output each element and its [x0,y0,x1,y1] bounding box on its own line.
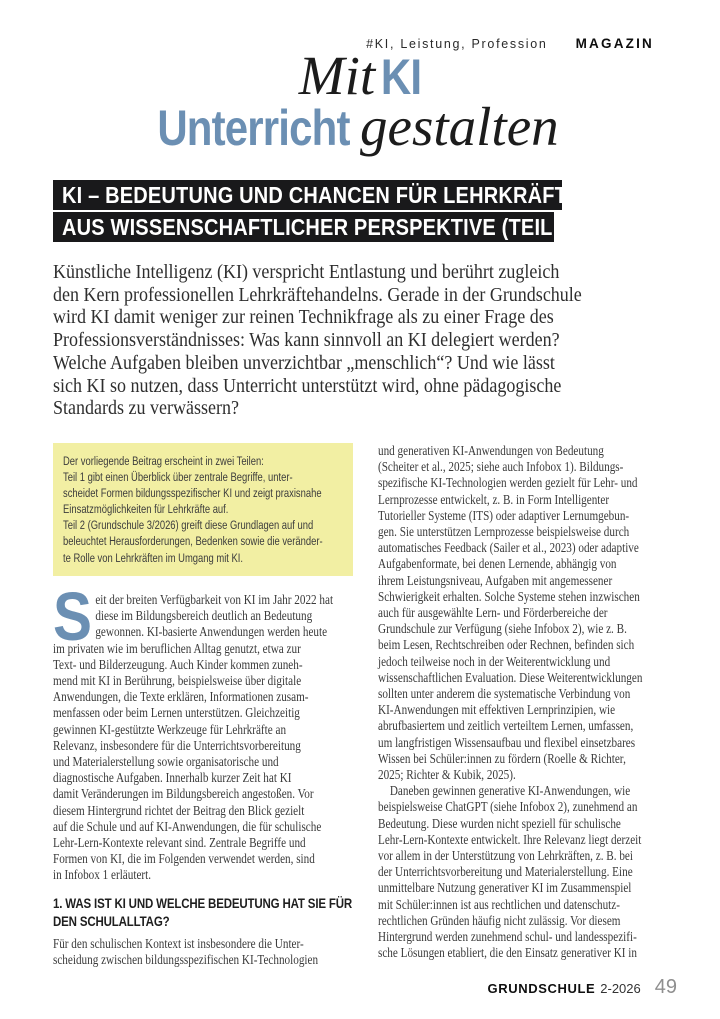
text-line: auch für ausgewählte Lern- und Förderbereiche der [378,605,608,621]
right-column [378,443,680,962]
text-line: Daneben gewinnen generative KI-Anwendungen, wie [389,783,631,799]
text-line: diesem Hintergrund richtet der Beitrag den Blick gezielt [53,802,305,818]
text-line: und generativen KI-Anwendungen von Bedeutung [378,443,604,458]
text-line: eit der breiten Verfügbarkeit von KI im Jahr 2022 hat [95,592,334,607]
text-line: um langfristigen Wissensaufbau und flexibel einsetzbares [378,734,636,750]
text-line: rechtlichen Gründen häufig nicht zulässig. Vor diesem [378,912,621,928]
page-footer [488,976,677,999]
article-title [0,45,720,157]
text-line: sollten unter anderem die systematische Verbindung von [378,686,631,702]
subtitle-bars [53,180,581,244]
footer-magazine-name: GRUNDSCHULE [487,981,596,996]
text-line: 1. WAS IST KI UND WELCHE BEDEUTUNG HAT SIE FÜR [53,895,353,911]
text-line: ihrem Leistungsniveau, Aufgaben mit angemessener [378,572,613,588]
text-line: Standards zu verwässern? [53,397,239,420]
title-line-1 [0,45,720,106]
text-line: spezifische KI-Technologien werden gezielt für Lehr- und [378,475,638,491]
page-number: 49 [654,976,677,998]
text-line: Relevanz, insbesondere für die Unterrichtsvorbereitung [53,737,301,753]
text-line: Tutorieller Systeme (ITS) oder adaptiver Lernumgebun- [378,507,630,523]
text-line: mit Schüler:innen ist aus rechtlichen und datenschutz- [378,896,620,912]
text-line: Formen von KI, die im Folgenden verwendet werden, sind [53,851,315,867]
text-line: unmittelbare Nutzung generativer KI im Zusammenspiel [378,880,632,896]
text-line: beispielsweise ChatGPT (siehe Infobox 2), zunehmend an [378,799,638,815]
kicker-tags: #KI, Leistung, Profession [366,37,548,51]
text-line: te Rolle von Lehrkräften im Umgang mit KI. [63,550,244,565]
text-line: Einsatzmöglichkeiten für Lehrkräfte auf. [63,502,229,517]
title-word-mit: Mit [298,45,376,106]
text-line: Lehr-Lern-Kontexte entwickelt. Ihre Relevanz liegt derzeit [378,831,642,847]
text-line: Teil 1 gibt einen Überblick über zentrale Begriffe, unter- [63,470,293,485]
text-line: der Unterrichtsvorbereitung und Materialerstellung. Eine [378,864,633,880]
left-column [53,578,355,968]
subtitle-bar-2: AUS WISSENSCHAFTLICHER PERSPEKTIVE (TEIL 1) [53,212,554,242]
text-line: mend mit KI in Berührung, beispielsweise über digitale [53,673,302,689]
text-line: Für den schulischen Kontext ist insbesondere die Unter- [53,935,304,951]
text-line: abrufbasiertem und zeitlich verteiltem Lernen, umfassen, [378,718,634,734]
text-line: Welche Aufgaben bleiben unverzichtbar „menschlich“? Und wie lässt [53,351,555,374]
subtitle-bar-1: KI – BEDEUTUNG UND CHANCEN FÜR LEHRKRÄFTE [53,180,562,210]
text-line: Lernprozesse entwickelt, z. B. in Form Intelligenter [378,491,610,507]
text-line: Hintergrund werden zunehmend schul- und landesspezifi- [378,929,637,945]
text-line: menfassen oder beim Lernen unterstützen. Gleichzeitig [53,705,300,721]
text-line: diagnostische Aufgaben. Innerhalb kurzer Zeit hat KI [53,770,292,786]
text-line: Bedeutung. Diese wurden nicht speziell für schulische [378,815,621,831]
text-line: Aufgabenformate, bei denen Lernende, abhängig von [378,556,617,572]
text-line: gewonnen. KI-basierte Anwendungen werden heute [95,624,328,640]
text-line: Grundschule zur Verfügung (siehe Infobox 2), wie z. B. [378,621,627,637]
title-word-ki: KI [381,49,422,105]
text-line: DEN SCHULALLTAG? [53,914,170,930]
text-line: Text- und Bilderzeugung. Auch Kinder kommen zuneh- [53,656,303,672]
text-line: sche Lösungen etabliert, die den Einsatz generativer KI in [378,945,637,961]
lead-paragraph [53,261,683,420]
text-line: scheidet Formen bildungsspezifischer KI und zeigt praxisnahe [63,486,322,501]
text-line: wissenschaftlichen Evaluation. Diese Weiterentwicklungen [378,669,643,685]
text-line: scheidung zwischen bildungsspezifischen KI-Technologien [53,951,319,967]
text-line: auf die Schule und auf KI-Anwendungen, die für schulische [53,818,322,834]
text-line: beim Lesen, Rechtschreiben oder Rechnen, befinden sich [378,637,635,653]
text-line: gen. Sie unterstützen Lernprozesse beispielsweise durch [378,524,630,540]
text-line: Professionsverständnisses: Was kann sinnvoll an KI delegiert werden? [53,329,560,352]
text-line: im privaten wie im beruflichen Alltag genutzt, etwa zur [53,640,301,656]
series-infobox-text [63,453,352,566]
title-word-gestalten: gestalten [360,96,559,157]
text-line: damit Veränderungen im Bildungsbereich angestoßen. Vor [53,786,314,802]
text-line: beleuchtet Herausforderungen, Bedenken sowie die veränder- [63,534,323,549]
text-line: Teil 2 (Grundschule 3/2026) greift diese Grundlagen auf und [63,518,314,533]
text-line: Der vorliegende Beitrag erscheint in zwei Teilen: [63,454,264,468]
text-line: und Materialerstellung sowie organisatorische und [53,754,279,770]
magazine-section-label: MAGAZIN [575,36,654,51]
text-line: KI-Anwendungen mit effektiven Lernprinzipien, wie [378,702,616,718]
footer-issue: 2-2026 [600,981,641,996]
text-line: in Infobox 1 erläutert. [53,867,152,883]
drop-cap: S [53,578,92,655]
text-line: Schwierigkeit erhalten. Solche Systeme stehen inzwischen [378,588,640,604]
section-heading [53,895,355,932]
series-infobox [53,443,353,576]
text-line: jedoch teilweise noch in der Weiterentwicklung und [378,653,611,669]
text-line: Künstliche Intelligenz (KI) verspricht Entlastung und berührt zugleich [53,261,560,283]
title-line-2 [0,96,720,157]
text-line: Anwendungen, die Texte erklären, Informationen zusam- [53,689,309,705]
text-line: (Scheiter et al., 2025; siehe auch Infobox 1). Bildungs- [378,459,624,475]
text-line: Wissen bei Schüler:innen zu fördern (Roelle & Richter, [378,750,626,766]
text-line: diese im Bildungsbereich deutlich an Bedeutung [95,608,313,624]
text-line: wird KI damit weniger zur reinen Technikfrage als zu einer Frage des [53,306,554,329]
text-line: Lehr-Lern-Kontexte relevant sind. Zentrale Begriffe und [53,835,306,851]
text-line: vor allem in der Unterstützung von Lehrkräften, z. B. bei [378,848,633,864]
text-line: 2025; Richter & Kubik, 2025). [378,767,516,783]
title-word-unterricht: Unterricht [157,100,350,156]
text-line: den Kern professionellen Lehrkräftehandelns. Gerade in der Grundschule [53,283,582,306]
left-column-body-1 [53,578,355,884]
text-line: automatisches Feedback (Sailer et al., 2023) oder adaptive [378,540,639,556]
text-line: gewinnen KI-gestützte Werkzeuge für Lehrkräfte an [53,721,287,737]
left-column-body-2 [53,936,355,968]
text-line: sich KI so nutzen, dass Unterricht unterstützt wird, ohne pädagogische [53,374,562,397]
